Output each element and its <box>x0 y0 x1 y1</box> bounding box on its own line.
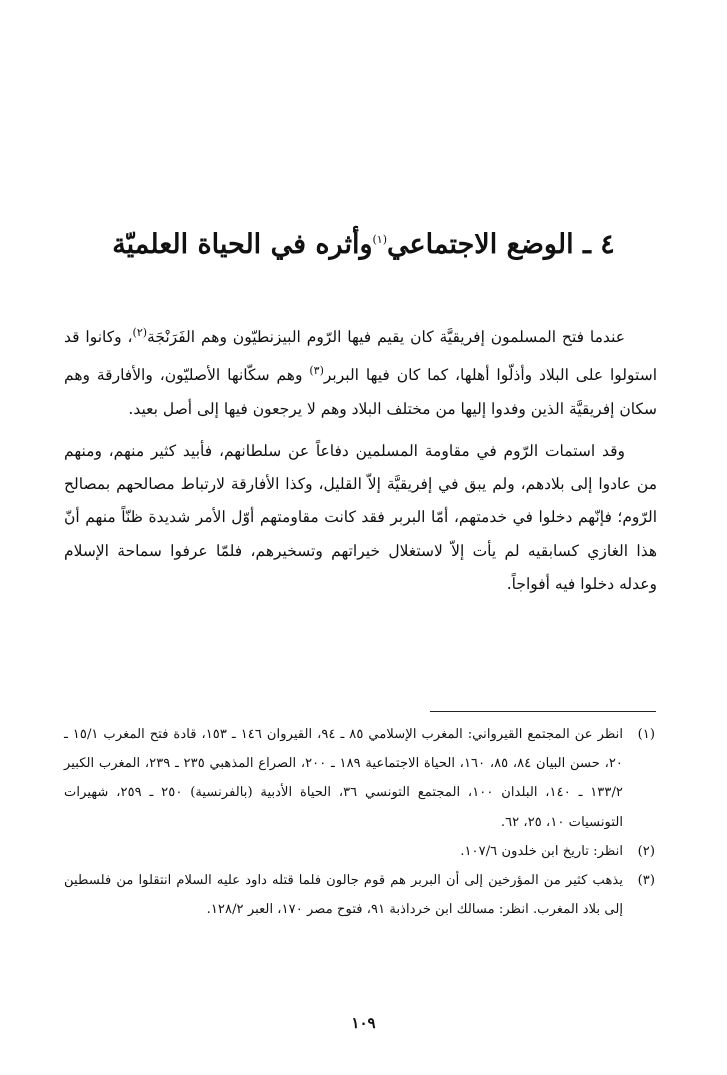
footnotes <box>64 720 655 924</box>
heading-text-start: ٤ ـ الوضع الاجتماعي <box>387 229 615 260</box>
paragraph-2: وقد استمات الرّوم في مقاومة المسلمين دفاعاً عن سلطانهم، فأبيد كثير منهم، ومنهم من عادوا إلى بلادهم، ولم يبق في إفريقيَّة إلاّ القليل، وكذا الأفارقة لارتباط مصالحهم بمصالح الرّوم؛ فإنّهم دخلوا في خدمتهم، أمّا البربر فقد كانت مقاومتهم أوّل الأمر شديدة ظنّاً منهم أنّ هذا الغازي كسابقيه لم يأت إلاّ لاستغلال خيراتهم وتسخيرهم، فلمّا عرفوا سماحة الإسلام وعدله دخلوا فيه أفواجاً. <box>64 441 657 593</box>
footnote-ref-2[interactable]: (٢) <box>132 326 148 339</box>
footnote-number: (٣) <box>637 873 655 889</box>
footnote-text: انظر: تاريخ ابن خلدون ١٠٧/٦. <box>460 843 623 859</box>
paragraph-1-part-2: ، وكانوا قد استولوا على البلاد وأذلّوا أهلها، كما كان فيها البربر <box>64 328 657 385</box>
section-heading <box>60 218 667 267</box>
paragraph-1-part-1: عندما فتح المسلمون إفريقيَّة كان يقيم فيها الرّوم البيزنطيّون وهم الفَرَنْجَة <box>147 328 625 347</box>
paragraph-1 <box>64 316 657 426</box>
footnote-number: (٢) <box>637 843 655 859</box>
main-text <box>64 316 657 601</box>
footnote-text: يذهب كثير من المؤرخين إلى أن البربر هم قوم جالون فلما قتله داود عليه السلام انتقلوا من فلسطين إلى بلاد المغرب. انظر: مسالك ابن خرداذبة ٩١، فتوح مصر ١٧٠، العبر ١٢٨/٢. <box>64 873 623 918</box>
page-number: ١٠٩ <box>351 1014 376 1032</box>
footnote-number: (١) <box>637 727 655 742</box>
heading-footnote-ref[interactable]: (١) <box>372 233 388 246</box>
footnote-separator <box>430 711 656 712</box>
footnote-ref-3[interactable]: (٣) <box>309 364 324 378</box>
footnote-text: انظر عن المجتمع القيرواني: المغرب الإسلامي ٨٥ ـ ٩٤، القيروان ١٤٦ ـ ١٥٣، قادة فتح المغرب ١٥/١ ـ ٢٠، حسن البيان ٨٤، ٨٥، ١٦٠، الحياة الاجتماعية ١٨٩ ـ ٢٠٠، الصراع المذهبي ٢٣٥ ـ ٢٣٩، المغرب الكبير ١٣٣/٢ ـ ١٤٠، البلدان ١٠٠، المجتمع التونسي ٣٦، الحياة الأدبية (بالفرنسية) ٢٥٠ ـ ٢٥٩، شهيرات التونسيات ١٠، ٢٥، ٦٢. <box>64 727 624 830</box>
footnote-1 <box>64 720 655 837</box>
heading-text-end: وأثره في الحياة العلميّة <box>112 229 373 260</box>
paragraph-1-part-3: وهم سكّانها الأصليّون، والأفارقة وهم سكان إفريقيَّة الذين وفدوا إليها من مختلف البلاد وهم لا يرجعون فيها إلى أصل بعيد. <box>64 366 657 418</box>
footnote-3 <box>64 866 655 924</box>
footnote-2 <box>64 837 655 866</box>
